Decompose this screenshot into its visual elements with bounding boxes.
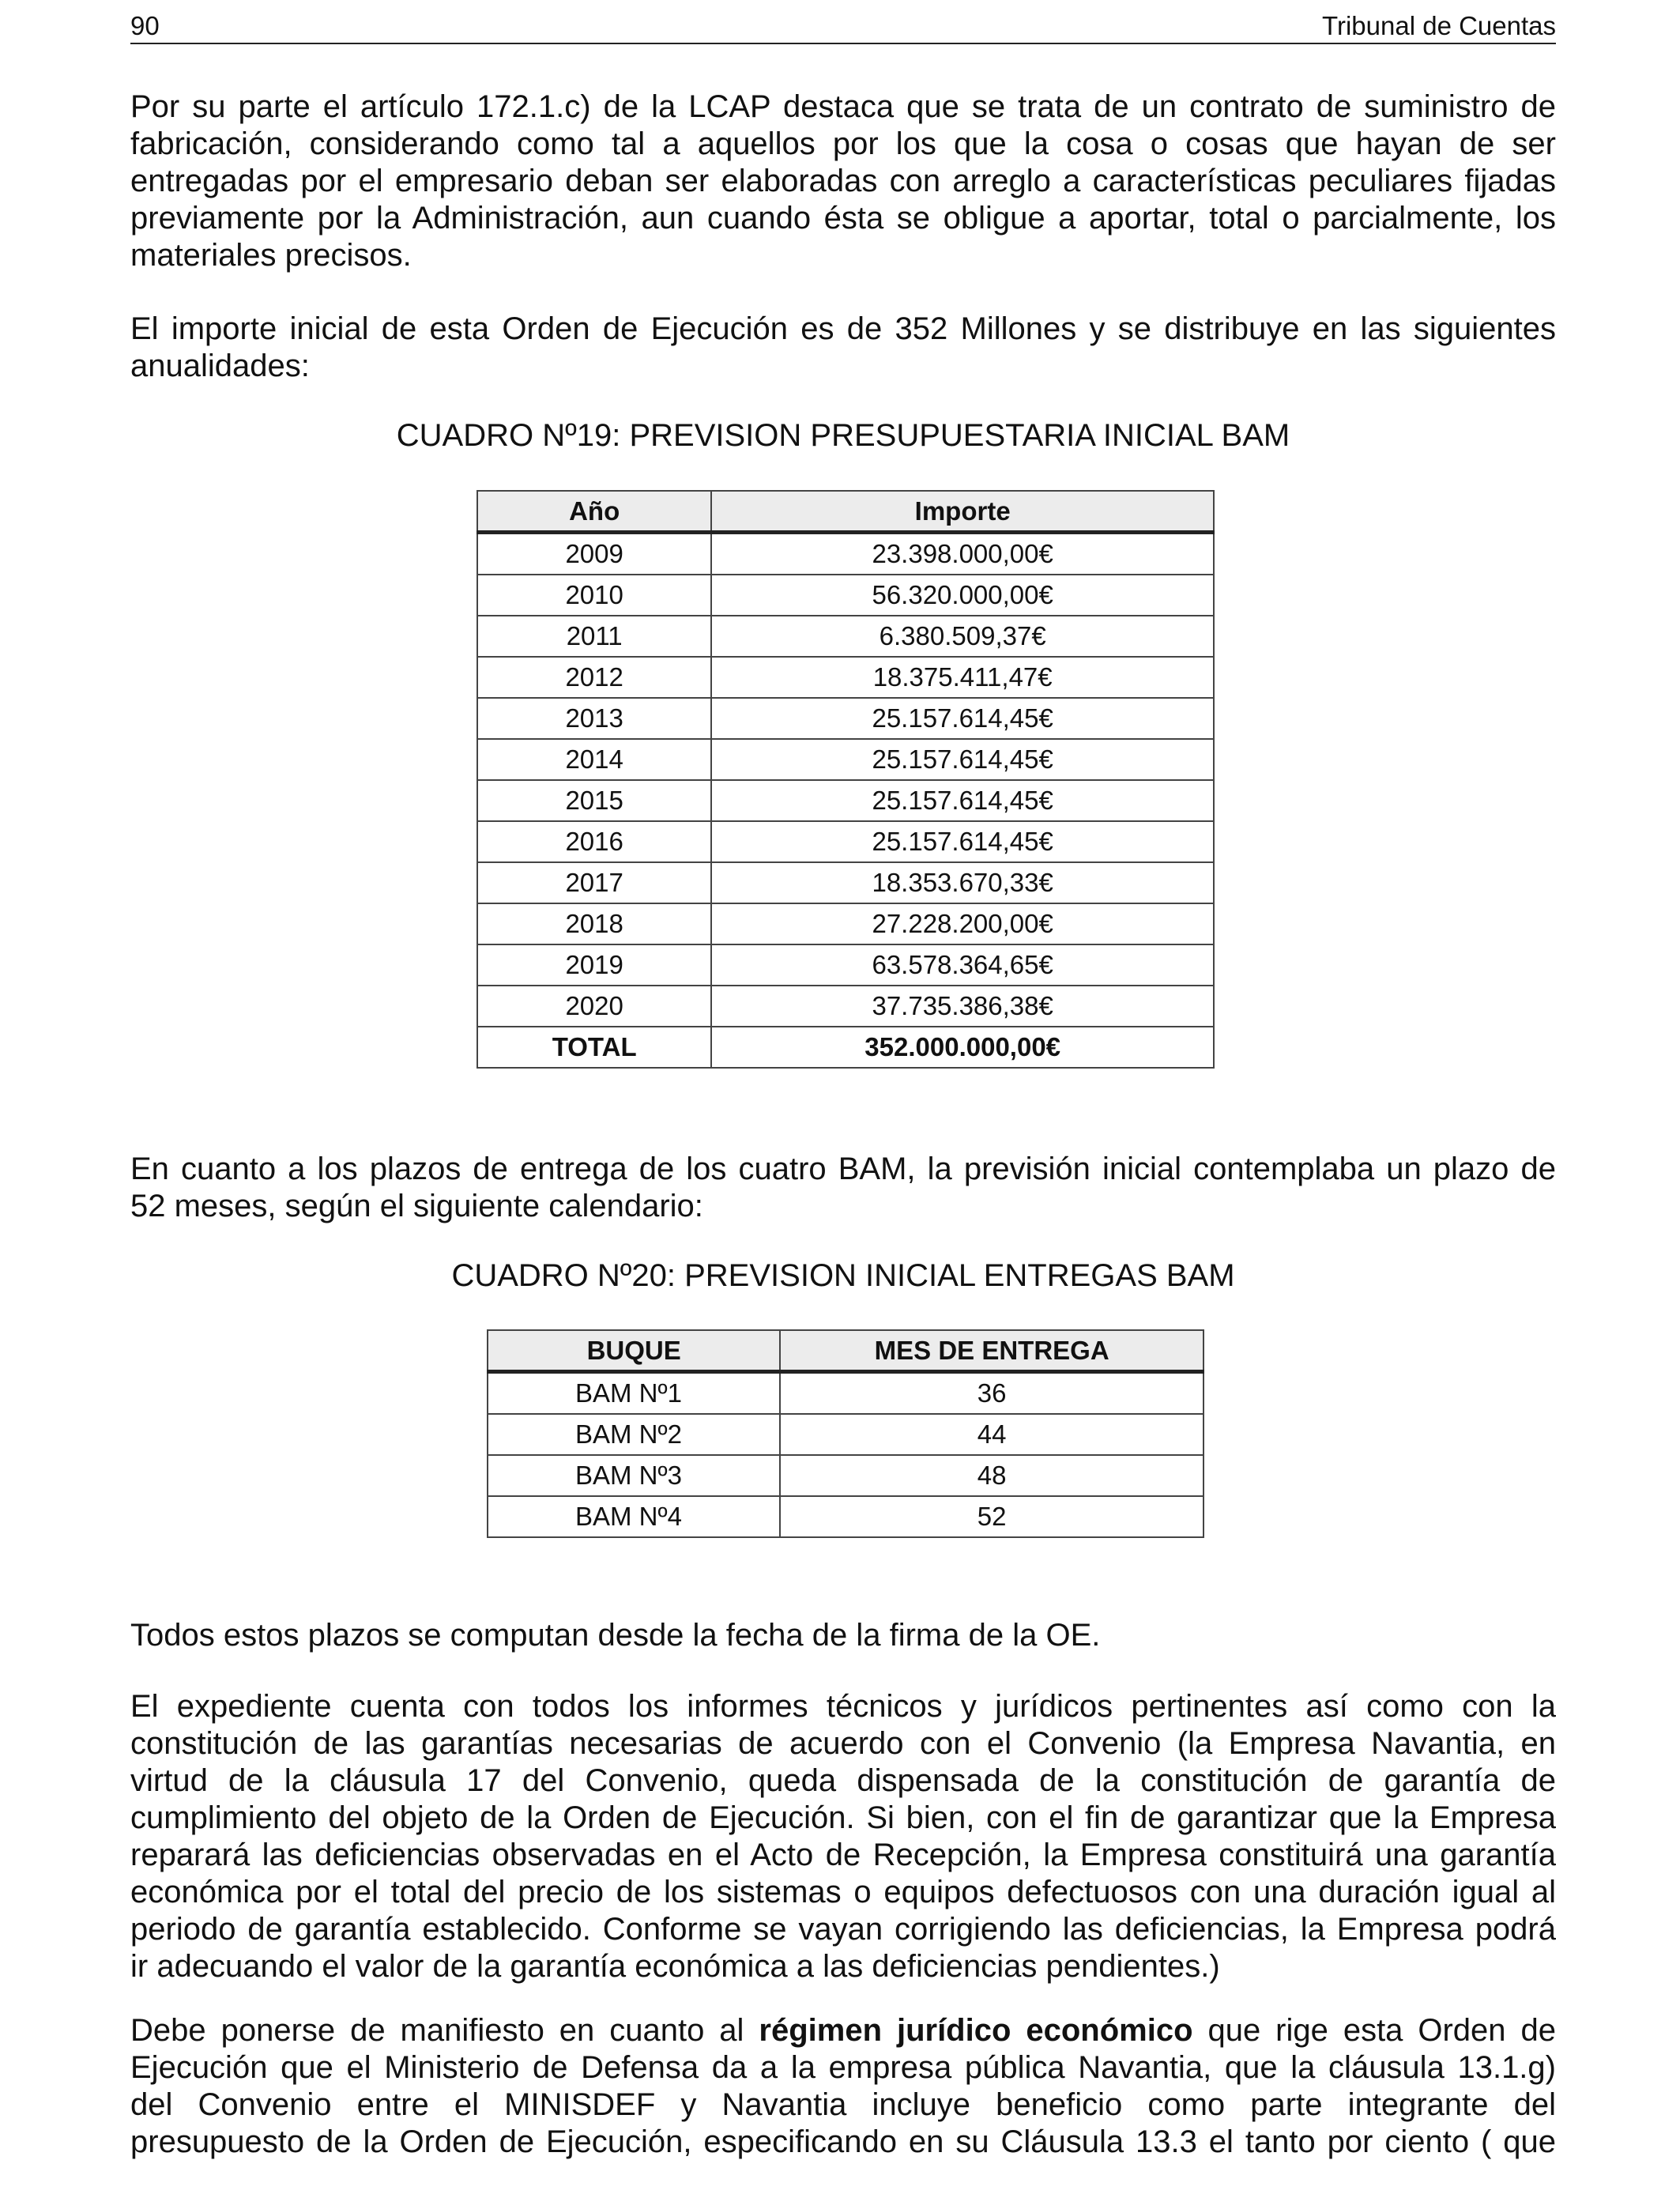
deliveries-table (487, 1329, 1204, 1538)
table-row: 2013 25.157.614,45€ (477, 698, 1214, 739)
paragraph-lcap: Por su parte el artículo 172.1.c) de la LCAP destaca que se trata de un contrato de suministro de fabricación, considerando como tal a aquellos por los que la cosa o cosas que hayan de ser entregadas por el empresario deban ser elaboradas con arreglo a características peculiares fijadas previamente por la Administración, aun cuando ésta se obligue a aportar, total o parcialmente, los materiales precisos. (130, 89, 1556, 273)
table-row: 2010 56.320.000,00€ (477, 575, 1214, 616)
table-row: BAM Nº3 48 (488, 1455, 1203, 1496)
page-number: 90 (130, 11, 160, 40)
table-row: 2017 18.353.670,33€ (477, 862, 1214, 903)
table-20-caption: CUADRO Nº20: PREVISION INICIAL ENTREGAS BAM (451, 1258, 1235, 1293)
column-header-year: Año (477, 491, 711, 533)
paragraph-regimen: Debe ponerse de manifiesto en cuanto al régimen jurídico económico que rige esta Orden de Ejecución que el Ministerio de Defensa da a la empresa pública Navantia, que la cláusula 13.1.g) del Convenio entre el MINISDEF y Navantia incluye beneficio como parte integrante del presupuesto de la Orden de Ejecución, especificando en su Cláusula 13.3 el tanto por ciento ( que (130, 2013, 1556, 2159)
table-row: 2014 25.157.614,45€ (477, 739, 1214, 780)
paragraph-expediente: El expediente cuenta con todos los informes técnicos y jurídicos pertinentes así como con la constitución de las garantías necesarias de acuerdo con el Convenio (la Empresa Navantia, en virtud de la cláusula 17 del Convenio, queda dispensada de la constitución de garantía de cumplimiento del objeto de la Orden de Ejecución. Si bien, con el fin de garantizar que la Empresa reparará las deficiencias observadas en el Acto de Recepción, la Empresa constituirá una garantía económica por el total del precio de los sistemas o equipos defectuosos con una duración igual al periodo de garantía establecido. Conforme se vayan corrigiendo las deficiencias, la Empresa podrá ir adecuando el valor de la garantía económica a las deficiencias pendientes.) (130, 1689, 1556, 1984)
emphasis-regimen: régimen jurídico económico (759, 2013, 1193, 2048)
paragraph-plazos: En cuanto a los plazos de entrega de los cuatro BAM, la previsión inicial contemplaba un plazo de 52 meses, según el siguiente calendario: (130, 1152, 1556, 1223)
table-total-row: TOTAL 352.000.000,00€ (477, 1027, 1214, 1068)
table-row: BAM Nº4 52 (488, 1496, 1203, 1537)
paragraph-computo: Todos estos plazos se computan desde la fecha de la firma de la OE. (130, 1618, 1101, 1653)
table-19-caption: CUADRO Nº19: PREVISION PRESUPUESTARIA INICIAL BAM (396, 418, 1290, 453)
budget-table (477, 490, 1215, 1069)
table-row: 2016 25.157.614,45€ (477, 821, 1214, 862)
paragraph-importe: El importe inicial de esta Orden de Ejecución es de 352 Millones y se distribuye en las siguientes anualidades: (130, 311, 1556, 383)
table-header-row (477, 491, 1214, 533)
table-row: 2018 27.228.200,00€ (477, 903, 1214, 944)
table-row: 2012 18.375.411,47€ (477, 657, 1214, 698)
table-row: 2011 6.380.509,37€ (477, 616, 1214, 657)
table-row: 2015 25.157.614,45€ (477, 780, 1214, 821)
table-header-row (488, 1330, 1203, 1372)
running-title: Tribunal de Cuentas (1322, 11, 1556, 40)
column-header-amount: Importe (711, 491, 1214, 533)
column-header-ship: BUQUE (488, 1330, 780, 1372)
column-header-delivery-month: MES DE ENTREGA (780, 1330, 1203, 1372)
table-row: 2020 37.735.386,38€ (477, 986, 1214, 1027)
table-row: BAM Nº2 44 (488, 1414, 1203, 1455)
page-header (130, 6, 1556, 44)
table-row: 2009 23.398.000,00€ (477, 533, 1214, 575)
table-row: BAM Nº1 36 (488, 1372, 1203, 1415)
table-row: 2019 63.578.364,65€ (477, 944, 1214, 986)
